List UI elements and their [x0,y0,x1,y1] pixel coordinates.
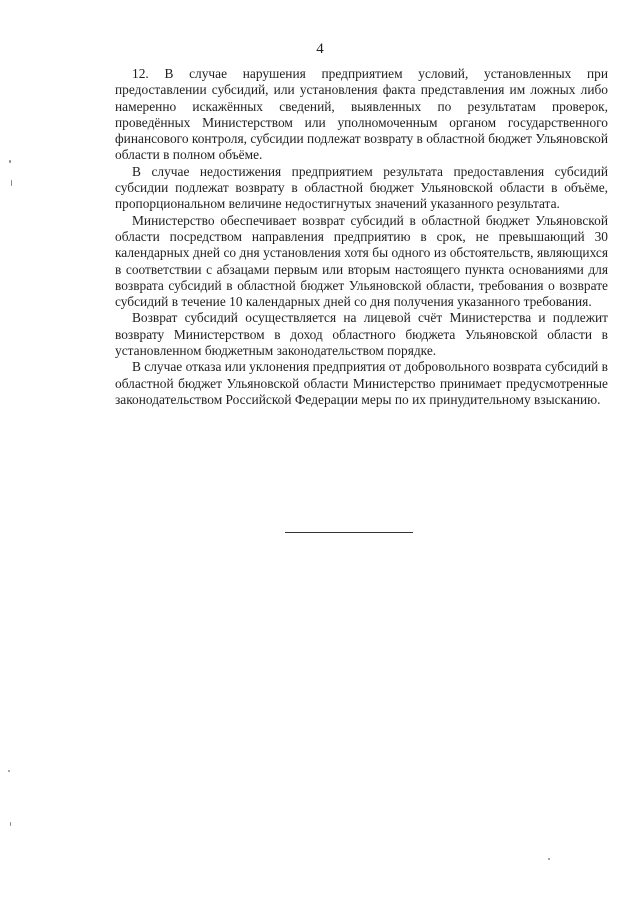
paragraph-return-on-violation: 12. В случае нарушения предприятием условий, установленных при предоставлении субсидий, или установления факта представления им ложных либо намеренно искажённых сведений, выявленных по результатам проверок, проведённых Министерством или уполномоченным органом государственного финансового контроля, субсидии подлежат возврату в областной бюджет Ульяновской области в полном объёме. [115,66,609,163]
paragraph-forced-recovery: В случае отказа или уклонения предприятия от добровольного возврата субсидий в областной бюджет Ульяновской области Министерство принимает предусмотренные законодательством Российской Федерации меры по их принудительному взысканию. [115,359,609,407]
document-body [115,66,608,408]
paragraph-return-procedure: Министерство обеспечивает возврат субсидий в областной бюджет Ульяновской области посредством направления предприятию в срок, не превышающий 30 календарных дней со дня установления хотя бы одного из обстоятельств, являющихся в соответствии с абзацами первым или вторым настоящего пункта основаниями для возврата субсидий в областной бюджет Ульяновской области, требования о возврате субсидий в течение 10 календарных дней со дня получения указанного требования. [115,212,608,310]
paragraph-return-account: Возврат субсидий осуществляется на лицевой счёт Министерства и подлежит возврату Министерством в доход областного бюджета Ульяновской области в установленном бюджетным законодательством порядке. [115,310,608,359]
scan-mark [11,180,12,186]
scan-mark [548,858,550,860]
scan-mark [10,822,11,826]
end-separator-line [285,532,413,533]
paragraph-return-on-underachievement: В случае недостижения предприятием результата предоставления субсидий субсидии подлежат возврату в областной бюджет Ульяновской области в объёме, пропорциональном величине недостигнутых значений указанного результата. [115,163,608,212]
scan-mark [8,770,10,772]
scan-mark [9,160,11,163]
page-number: 4 [316,41,324,57]
